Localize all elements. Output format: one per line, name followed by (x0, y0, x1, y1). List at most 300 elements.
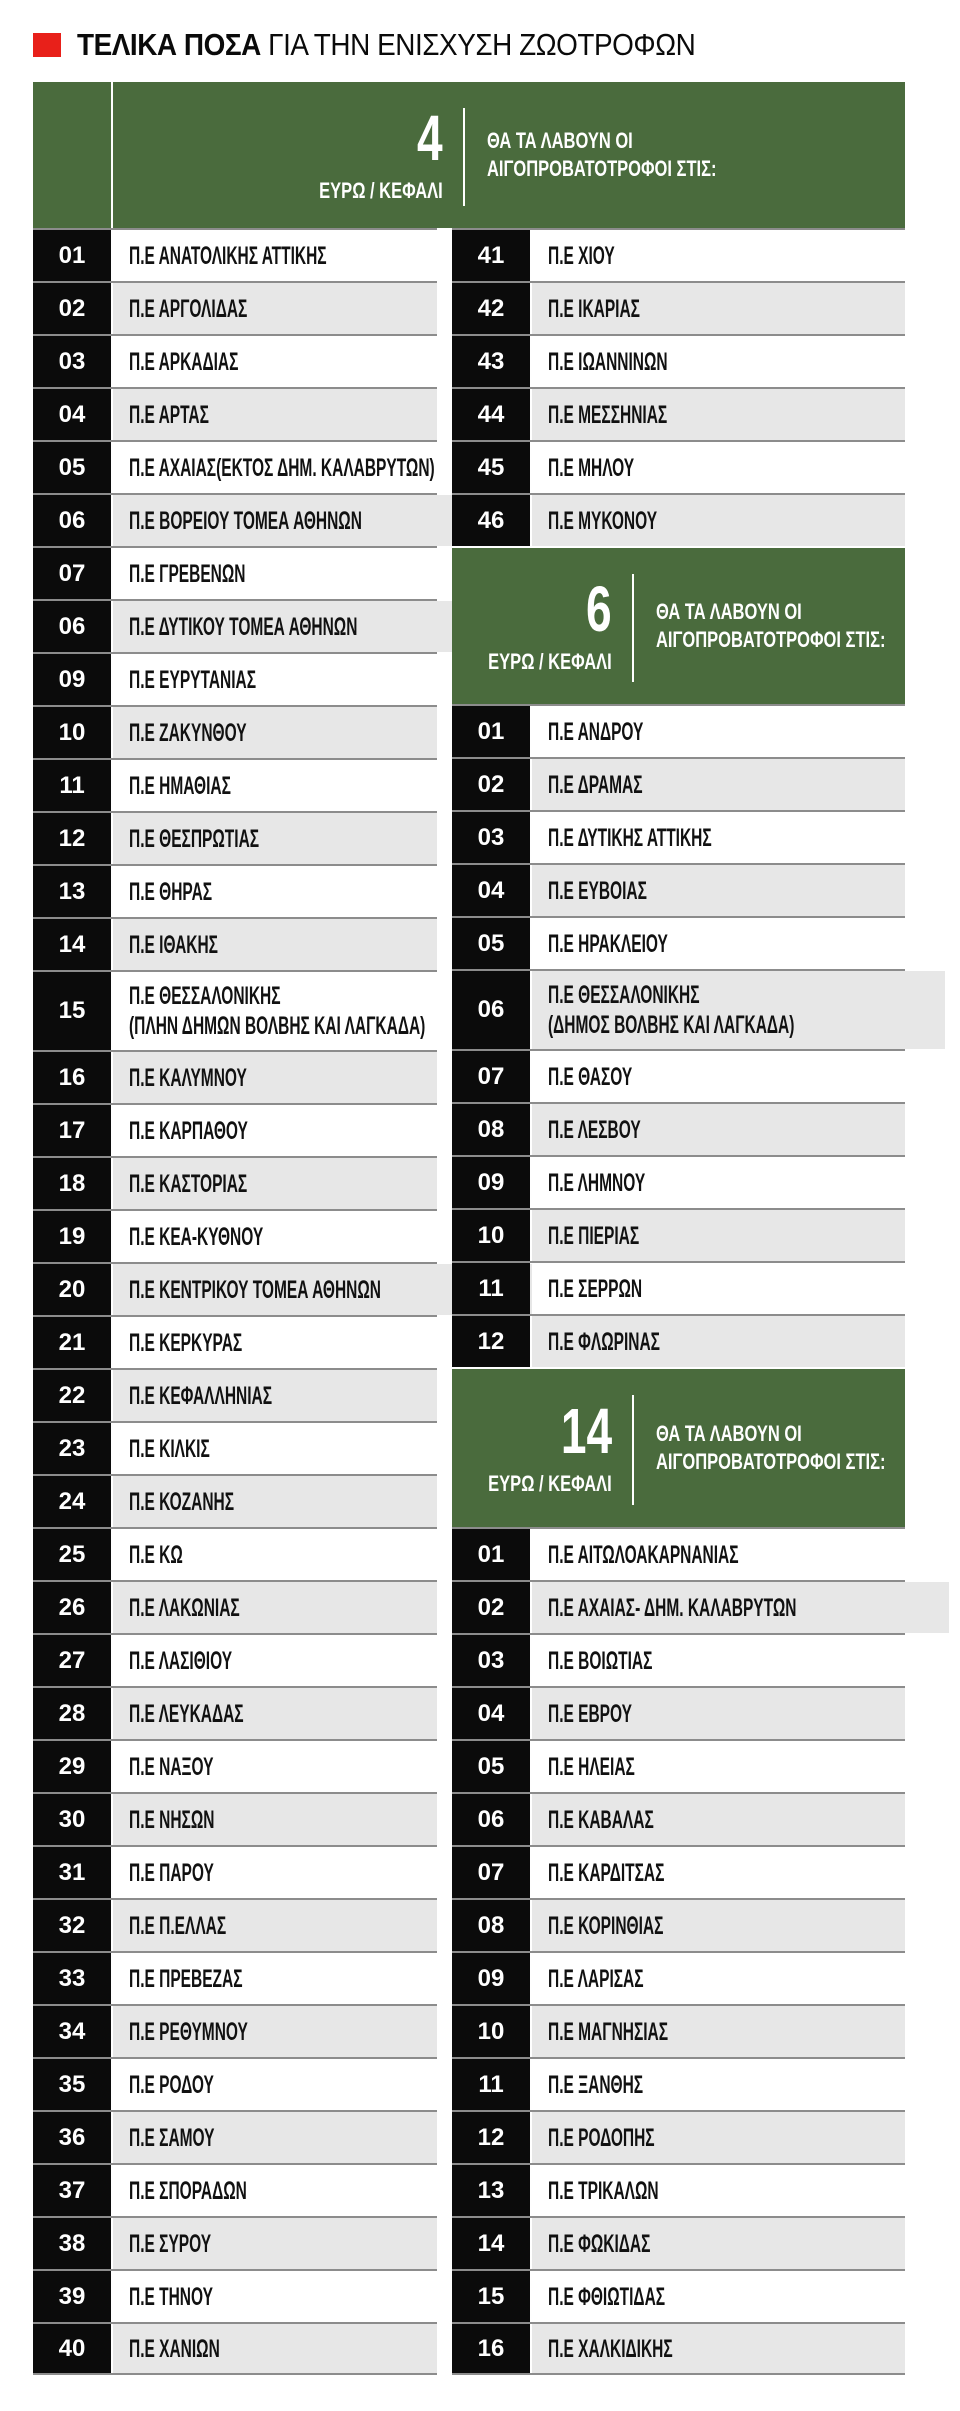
region-name-line: Π.Ε ΗΛΕΙΑΣ (548, 1752, 635, 1781)
row-number: 03 (33, 336, 111, 387)
region-name-line: Π.Ε ΙΚΑΡΙΑΣ (548, 294, 640, 323)
row-region-name (113, 1529, 437, 1580)
title-highlight: ΤΕΛΙΚΑ ΠΟΣΑ (77, 27, 261, 62)
region-name-line: Π.Ε ΚΕΑ-ΚΥΘΝΟΥ (129, 1222, 264, 1251)
table-row (452, 1898, 905, 1951)
row-number: 03 (452, 812, 530, 863)
table-row (452, 1049, 905, 1102)
row-number: 16 (33, 1052, 111, 1103)
region-name-line: Π.Ε ΙΘΑΚΗΣ (129, 930, 218, 959)
region-name-line: Π.Ε ΡΕΘΥΜΝΟΥ (129, 2017, 248, 2046)
row-region-name (532, 1635, 905, 1686)
region-name-line: Π.Ε ΧΙΟΥ (548, 241, 615, 270)
region-name-line: Π.Ε ΚΟΡΙΝΘΙΑΣ (548, 1911, 664, 1940)
row-number: 13 (33, 866, 111, 917)
region-name-line: Π.Ε ΑΝΑΤΟΛΙΚΗΣ ΑΤΤΙΚΗΣ (129, 241, 327, 270)
row-number: 01 (33, 230, 111, 281)
row-region-name (113, 654, 437, 705)
row-number: 08 (452, 1900, 530, 1951)
row-number: 44 (452, 389, 530, 440)
row-region-name (532, 1582, 949, 1633)
row-number: 04 (33, 389, 111, 440)
table-row (33, 2110, 437, 2163)
recipients-text (465, 82, 793, 228)
row-number: 19 (33, 1211, 111, 1262)
region-name-line: Π.Ε ΚΕΝΤΡΙΚΟΥ ΤΟΜΕΑ ΑΘΗΝΩΝ (129, 1275, 382, 1304)
row-region-name (113, 1370, 437, 1421)
rows-14-euro (452, 1527, 905, 2375)
region-name-line: Π.Ε ΕΥΡΥΤΑΝΙΑΣ (129, 665, 257, 694)
recipients-text (634, 1369, 960, 1527)
region-name-line: Π.Ε ΠΑΡΟΥ (129, 1858, 214, 1887)
row-number: 01 (452, 706, 530, 757)
row-number: 12 (452, 1316, 530, 1367)
row-number: 02 (452, 1582, 530, 1633)
row-region-name (113, 389, 437, 440)
region-name-line: Π.Ε ΞΑΝΘΗΣ (548, 2070, 644, 2099)
row-region-name (113, 283, 437, 334)
table-row (33, 1050, 437, 1103)
row-region-name (532, 1157, 905, 1208)
table-row (452, 1845, 905, 1898)
table-row (33, 1898, 437, 1951)
row-number: 38 (33, 2218, 111, 2269)
row-region-name (532, 1529, 905, 1580)
region-name-line: Π.Ε ΜΕΣΣΗΝΙΑΣ (548, 400, 668, 429)
row-number: 14 (33, 919, 111, 970)
table-row (452, 2163, 905, 2216)
table-row (452, 1208, 905, 1261)
row-region-name (113, 707, 437, 758)
row-region-name (113, 230, 448, 281)
region-name-line: Π.Ε ΦΛΩΡΙΝΑΣ (548, 1327, 660, 1356)
region-name-line: Π.Ε ΛΑΡΙΣΑΣ (548, 1964, 644, 1993)
table-row (33, 1209, 437, 1262)
row-number: 37 (33, 2165, 111, 2216)
row-region-name (113, 2271, 437, 2322)
region-name-line: Π.Ε ΚΑΒΑΛΑΣ (548, 1805, 654, 1834)
row-region-name (532, 865, 905, 916)
amount-value: 4 (417, 102, 443, 174)
row-number: 05 (452, 918, 530, 969)
table-row (33, 2004, 437, 2057)
header-number-column-divider (111, 82, 113, 228)
row-region-name (113, 1794, 437, 1845)
row-region-name (532, 1263, 905, 1314)
row-region-name (532, 495, 905, 546)
row-region-name (532, 1210, 905, 1261)
row-number: 30 (33, 1794, 111, 1845)
table-row (452, 969, 905, 1049)
row-number: 12 (452, 2112, 530, 2163)
title-rest: ΓΙΑ ΤΗΝ ΕΝΙΣΧΥΣΗ ΖΩΟΤΡΟΦΩΝ (268, 27, 696, 62)
table-row (33, 599, 437, 652)
row-number: 21 (33, 1317, 111, 1368)
region-name-line: Π.Ε ΕΥΒΟΙΑΣ (548, 876, 647, 905)
region-name-line: Π.Ε ΝΑΞΟΥ (129, 1752, 214, 1781)
region-name-line: Π.Ε ΑΡΤΑΣ (129, 400, 209, 429)
row-number: 27 (33, 1635, 111, 1686)
row-region-name (532, 706, 905, 757)
amount-block-4 (33, 82, 463, 228)
table-row (452, 1951, 905, 2004)
table-row (33, 758, 437, 811)
region-name-line: Π.Ε ΓΡΕΒΕΝΩΝ (129, 559, 246, 588)
row-region-name (532, 812, 905, 863)
region-name-line: Π.Ε ΘΕΣΣΑΛΟΝΙΚΗΣ (548, 981, 700, 1009)
region-name-line: Π.Ε ΧΑΝΙΩΝ (129, 2334, 220, 2363)
row-number: 24 (33, 1476, 111, 1527)
row-number: 36 (33, 2112, 111, 2163)
rows-4-euro-left (33, 228, 437, 2375)
row-number: 05 (452, 1741, 530, 1792)
table-row (452, 493, 905, 546)
region-name-line: Π.Ε ΗΡΑΚΛΕΙΟΥ (548, 929, 668, 958)
region-name-line: Π.Ε ΑΡΓΟΛΙΔΑΣ (129, 294, 248, 323)
row-region-name (113, 1900, 437, 1951)
table-row (33, 1739, 437, 1792)
region-name-line: Π.Ε ΘΑΣΟΥ (548, 1062, 633, 1091)
row-region-name (532, 2165, 905, 2216)
amount-unit: ΕΥΡΩ / ΚΕΦΑΛΙ (488, 649, 612, 674)
table-row (33, 1262, 437, 1315)
row-region-name (532, 1794, 905, 1845)
region-name-line: Π.Ε ΧΑΛΚΙΔΙΚΗΣ (548, 2334, 673, 2363)
row-number: 46 (452, 495, 530, 546)
row-region-name (113, 1211, 437, 1262)
row-number: 16 (452, 2324, 530, 2373)
row-region-name (113, 919, 437, 970)
region-name-line: Π.Ε ΡΟΔΟΥ (129, 2070, 214, 2099)
row-number: 09 (452, 1157, 530, 1208)
amount-unit: ΕΥΡΩ / ΚΕΦΑΛΙ (319, 178, 443, 203)
table-row (33, 1368, 437, 1421)
region-name-line: Π.Ε ΤΡΙΚΑΛΩΝ (548, 2176, 659, 2205)
region-name-line: Π.Ε ΝΗΣΩΝ (129, 1805, 215, 1834)
table-columns (33, 228, 905, 2375)
row-region-name (532, 1847, 905, 1898)
recipients-text (634, 548, 960, 704)
table-row (33, 2322, 437, 2375)
region-name-line: Π.Ε ΚΟΖΑΝΗΣ (129, 1487, 235, 1516)
region-name-line: Π.Ε ΣΥΡΟΥ (129, 2229, 212, 2258)
row-number: 11 (452, 1263, 530, 1314)
table-row (452, 1739, 905, 1792)
table-row (452, 810, 905, 863)
row-region-name (532, 971, 945, 1049)
row-region-name (113, 2006, 437, 2057)
region-name-line: Π.Ε ΡΟΔΟΠΗΣ (548, 2123, 655, 2152)
region-name-line: Π.Ε ΛΗΜΝΟΥ (548, 1168, 646, 1197)
row-number: 20 (33, 1264, 111, 1315)
row-number: 09 (33, 654, 111, 705)
region-name-line: Π.Ε ΘΕΣΣΑΛΟΝΙΚΗΣ (129, 982, 281, 1010)
table-row (452, 1261, 905, 1314)
table-row (33, 281, 437, 334)
table-row (33, 2269, 437, 2322)
row-number: 04 (452, 1688, 530, 1739)
row-number: 14 (452, 2218, 530, 2269)
table-row (33, 1686, 437, 1739)
table-row (452, 2110, 905, 2163)
table-row (452, 2322, 905, 2375)
table-row (33, 546, 437, 599)
region-name-line: Π.Ε ΗΜΑΘΙΑΣ (129, 771, 231, 800)
region-name-line: Π.Ε ΔΥΤΙΚΗΣ ΑΤΤΙΚΗΣ (548, 823, 712, 852)
row-region-name (113, 1052, 437, 1103)
section-header-14-euro (452, 1369, 905, 1527)
table-row (452, 387, 905, 440)
table-row (33, 1845, 437, 1898)
row-region-name (113, 1635, 437, 1686)
table-row (33, 1792, 437, 1845)
row-number: 11 (33, 760, 111, 811)
table-row (33, 705, 437, 758)
region-name-line: Π.Ε ΛΑΣΙΘΙΟΥ (129, 1646, 233, 1675)
row-number: 15 (33, 972, 111, 1050)
row-region-name (532, 759, 905, 810)
region-name-line: Π.Ε ΜΥΚΟΝΟΥ (548, 506, 658, 535)
row-region-name (113, 1476, 437, 1527)
table-row (452, 1527, 905, 1580)
row-region-name (532, 2218, 905, 2269)
table-row (33, 970, 437, 1050)
row-number: 18 (33, 1158, 111, 1209)
row-number: 12 (33, 813, 111, 864)
table-row (452, 2004, 905, 2057)
row-number: 33 (33, 1953, 111, 2004)
row-region-name (113, 1423, 437, 1474)
row-region-name (113, 1688, 437, 1739)
row-number: 34 (33, 2006, 111, 2057)
row-number: 42 (452, 283, 530, 334)
region-name-line: Π.Ε ΔΡΑΜΑΣ (548, 770, 643, 799)
region-name-line: Π.Ε ΠΡΕΒΕΖΑΣ (129, 1964, 243, 1993)
region-name-line: Π.Ε ΚΩ (129, 1540, 183, 1569)
region-name-line: Π.Ε ΑΧΑΙΑΣ(ΕΚΤΟΣ ΔΗΜ. ΚΑΛΑΒΡΥΤΩΝ) (129, 453, 435, 482)
amount-value: 14 (560, 1395, 612, 1467)
table-row (33, 1633, 437, 1686)
row-region-name (532, 1688, 905, 1739)
table-row (33, 387, 437, 440)
row-number: 25 (33, 1529, 111, 1580)
recipients-line-2: ΑΙΓΟΠΡΟΒΑΤΟΤΡΟΦΟΙ ΣΤΙΣ: (656, 1449, 886, 1474)
table-row (452, 2269, 905, 2322)
region-name-line: Π.Ε ΛΕΣΒΟΥ (548, 1115, 641, 1144)
table-column-right (452, 228, 905, 2375)
region-name-line: Π.Ε ΒΟΙΩΤΙΑΣ (548, 1646, 653, 1675)
row-number: 05 (33, 442, 111, 493)
table-row (33, 811, 437, 864)
row-number: 10 (452, 2006, 530, 2057)
table-row (33, 2163, 437, 2216)
row-number: 32 (33, 1900, 111, 1951)
row-region-name (532, 2006, 905, 2057)
recipients-line-2: ΑΙΓΟΠΡΟΒΑΤΟΤΡΟΦΟΙ ΣΤΙΣ: (656, 627, 886, 652)
table-row (33, 228, 437, 281)
region-name-line: Π.Ε ΙΩΑΝΝΙΝΩΝ (548, 347, 668, 376)
row-number: 23 (33, 1423, 111, 1474)
row-region-name (113, 1582, 437, 1633)
table-row (452, 334, 905, 387)
page-title (33, 24, 905, 66)
row-number: 04 (452, 865, 530, 916)
amount-value: 6 (586, 573, 612, 645)
region-name-line: Π.Ε ΛΕΥΚΑΔΑΣ (129, 1699, 244, 1728)
row-number: 39 (33, 2271, 111, 2322)
region-name-line: Π.Ε ΘΕΣΠΡΩΤΙΑΣ (129, 824, 260, 853)
row-region-name (113, 2218, 437, 2269)
table-column-left (33, 228, 437, 2375)
region-name-line: Π.Ε Π.ΕΛΛΑΣ (129, 1911, 227, 1940)
region-name-line: Π.Ε ΚΕΡΚΥΡΑΣ (129, 1328, 243, 1357)
table-row (33, 1527, 437, 1580)
table-row (452, 440, 905, 493)
table-row (33, 864, 437, 917)
rows-4-euro-right (452, 228, 905, 546)
region-name-line: Π.Ε ΒΟΡΕΙΟΥ ΤΟΜΕΑ ΑΘΗΝΩΝ (129, 506, 362, 535)
table-row (452, 757, 905, 810)
row-number: 06 (452, 971, 530, 1049)
region-name-line: Π.Ε ΖΑΚΥΝΘΟΥ (129, 718, 247, 747)
row-number: 10 (452, 1210, 530, 1261)
row-region-name (532, 336, 905, 387)
table-row (33, 1580, 437, 1633)
row-number: 26 (33, 1582, 111, 1633)
row-region-name (113, 1158, 437, 1209)
amount-unit: ΕΥΡΩ / ΚΕΦΑΛΙ (488, 1471, 612, 1496)
row-number: 07 (452, 1051, 530, 1102)
row-region-name (532, 1900, 905, 1951)
region-name-line: Π.Ε ΚΑΣΤΟΡΙΑΣ (129, 1169, 248, 1198)
section-header-6-euro (452, 548, 905, 704)
table-row (33, 1315, 437, 1368)
row-number: 17 (33, 1105, 111, 1156)
table-row (452, 704, 905, 757)
region-name-line: Π.Ε ΚΑΛΥΜΝΟΥ (129, 1063, 247, 1092)
row-region-name (113, 866, 437, 917)
row-number: 03 (452, 1635, 530, 1686)
row-number: 11 (452, 2059, 530, 2110)
table-row (33, 334, 437, 387)
table-row (452, 1102, 905, 1155)
row-region-name (113, 336, 437, 387)
recipients-line-1: ΘΑ ΤΑ ΛΑΒΟΥΝ ΟΙ (656, 599, 802, 624)
amount-block-6 (452, 548, 632, 704)
table-row (33, 440, 437, 493)
region-name-line: Π.Ε ΣΑΜΟΥ (129, 2123, 215, 2152)
row-number: 41 (452, 230, 530, 281)
region-name-line: Π.Ε ΑΡΚΑΔΙΑΣ (129, 347, 239, 376)
table-row (33, 1421, 437, 1474)
table-row (452, 1155, 905, 1208)
section-header-4-euro (33, 82, 905, 228)
row-region-name (113, 1953, 437, 2004)
row-region-name (532, 2271, 905, 2322)
region-name-line: Π.Ε ΠΙΕΡΙΑΣ (548, 1221, 640, 1250)
region-name-line: Π.Ε ΜΗΛΟΥ (548, 453, 635, 482)
table-row (33, 493, 437, 546)
row-region-name (113, 601, 497, 652)
row-number: 22 (33, 1370, 111, 1421)
region-name-line: Π.Ε ΦΘΙΩΤΙΔΑΣ (548, 2282, 666, 2311)
row-number: 13 (452, 2165, 530, 2216)
table-row (452, 1792, 905, 1845)
table-row (452, 1686, 905, 1739)
row-number: 29 (33, 1741, 111, 1792)
table-row (452, 1580, 905, 1633)
row-number: 15 (452, 2271, 530, 2322)
table-row (33, 652, 437, 705)
row-region-name (532, 918, 905, 969)
region-name-line: Π.Ε ΣΠΟΡΑΔΩΝ (129, 2176, 247, 2205)
region-name-line-2: (ΔΗΜΟΣ ΒΟΛΒΗΣ ΚΑΙ ΛΑΓΚΑΔΑ) (548, 1011, 795, 1039)
row-number: 01 (452, 1529, 530, 1580)
region-name-line: Π.Ε ΘΗΡΑΣ (129, 877, 213, 906)
row-region-name (113, 1741, 437, 1792)
region-name-line: Π.Ε ΑΙΤΩΛΟΑΚΑΡΝΑΝΙΑΣ (548, 1540, 739, 1569)
region-name-line: Π.Ε ΜΑΓΝΗΣΙΑΣ (548, 2017, 669, 2046)
region-name-line: Π.Ε ΚΑΡΔΙΤΣΑΣ (548, 1858, 665, 1887)
red-square-icon (33, 33, 61, 57)
row-region-name (532, 1953, 905, 2004)
row-region-name (113, 760, 437, 811)
row-number: 02 (33, 283, 111, 334)
region-name-line-2: (ΠΛΗΝ ΔΗΜΩΝ ΒΟΛΒΗΣ ΚΑΙ ΛΑΓΚΑΔΑ) (129, 1012, 426, 1040)
row-region-name (113, 2112, 437, 2163)
row-number: 02 (452, 759, 530, 810)
region-name-line: Π.Ε ΦΩΚΙΔΑΣ (548, 2229, 651, 2258)
row-region-name (532, 283, 905, 334)
table-row (452, 1633, 905, 1686)
row-number: 28 (33, 1688, 111, 1739)
page-title-text (77, 27, 695, 63)
row-number: 06 (33, 601, 111, 652)
row-number: 07 (452, 1847, 530, 1898)
row-region-name (113, 495, 505, 546)
table-row (452, 916, 905, 969)
row-region-name (113, 1317, 437, 1368)
row-region-name (113, 1105, 437, 1156)
row-region-name (113, 2165, 437, 2216)
row-number: 07 (33, 548, 111, 599)
row-region-name (532, 1051, 905, 1102)
table-row (33, 1156, 437, 1209)
region-name-line: Π.Ε ΑΝΔΡΟΥ (548, 717, 644, 746)
row-region-name (532, 442, 905, 493)
region-name-line: Π.Ε ΚΙΛΚΙΣ (129, 1434, 210, 1463)
rows-6-euro (452, 704, 905, 1367)
amount-block-14 (452, 1369, 632, 1527)
table-row (33, 1951, 437, 2004)
table-row (33, 917, 437, 970)
recipients-line-1: ΘΑ ΤΑ ΛΑΒΟΥΝ ΟΙ (656, 1421, 802, 1446)
row-number: 08 (452, 1104, 530, 1155)
row-region-name (532, 1741, 905, 1792)
table-row (33, 1474, 437, 1527)
recipients-line-1: ΘΑ ΤΑ ΛΑΒΟΥΝ ΟΙ (487, 128, 633, 153)
region-name-line: Π.Ε ΔΥΤΙΚΟΥ ΤΟΜΕΑ ΑΘΗΝΩΝ (129, 612, 358, 641)
row-region-name (532, 230, 905, 281)
region-name-line: Π.Ε ΣΕΡΡΩΝ (548, 1274, 643, 1303)
table-row (452, 281, 905, 334)
row-number: 09 (452, 1953, 530, 2004)
row-region-name (113, 548, 437, 599)
row-region-name (532, 2112, 905, 2163)
table-row (33, 2057, 437, 2110)
row-number: 06 (33, 495, 111, 546)
region-name-line: Π.Ε ΚΑΡΠΑΘΟΥ (129, 1116, 248, 1145)
